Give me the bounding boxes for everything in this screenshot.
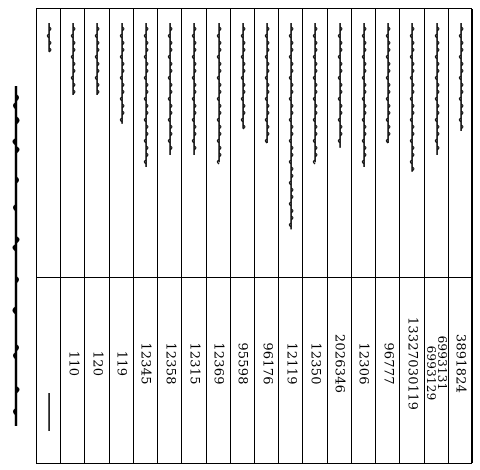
row-label-script: [207, 9, 231, 277]
document-title: [6, 86, 26, 426]
table-row: [255, 9, 279, 463]
row-value: 95598: [234, 342, 250, 385]
row-value: 119: [113, 350, 129, 377]
table-row: [352, 9, 376, 463]
row-label-script: [182, 9, 206, 277]
row-value: 2026346: [331, 333, 347, 394]
row-label-script: [255, 9, 279, 277]
table-row: [85, 9, 109, 463]
table-row: [231, 9, 255, 463]
row-value: 12306: [355, 342, 371, 385]
table-row: [182, 9, 206, 463]
table-row: [207, 9, 231, 463]
table-row: [400, 9, 424, 463]
table-row: [279, 9, 303, 463]
row-value: 3891824: [452, 333, 468, 394]
row-value: 120: [89, 350, 105, 377]
row-label-script: [279, 9, 303, 277]
table-row: [37, 9, 61, 463]
table-row: [303, 9, 327, 463]
row-label-script: [85, 9, 109, 277]
row-value: 12358: [162, 342, 178, 385]
row-label-script: [37, 9, 61, 277]
table-row: [134, 9, 158, 463]
row-label-script: [449, 9, 473, 277]
table-row: [376, 9, 400, 463]
row-label-script: [134, 9, 158, 277]
row-label-script: [110, 9, 134, 277]
row-value: 12350: [307, 342, 323, 385]
row-label-script: [231, 9, 255, 277]
row-label-script: [303, 9, 327, 277]
row-label-script: [158, 9, 182, 277]
data-table: [36, 8, 472, 464]
table-row: [425, 9, 449, 463]
table-row: [328, 9, 352, 463]
row-value: 6993131: [434, 335, 449, 391]
row-value: 96176: [259, 342, 275, 385]
row-label-script: [425, 9, 449, 277]
unit-label-script: [37, 385, 61, 445]
row-label-script: [61, 9, 85, 277]
row-label-script: [400, 9, 424, 277]
table-row: [449, 9, 473, 463]
row-value: 13327030119: [404, 316, 420, 411]
row-value: 110: [65, 350, 81, 377]
table-row: [110, 9, 134, 463]
row-value: 12369: [210, 342, 226, 385]
row-value: 96777: [380, 342, 396, 385]
row-label-script: [328, 9, 352, 277]
row-value-alt: 6993129: [424, 345, 439, 401]
table-row: [158, 9, 182, 463]
row-value: 12315: [186, 342, 202, 385]
mongolian-title-script: [6, 86, 26, 426]
row-value: 12119: [283, 342, 299, 385]
row-label-script: [376, 9, 400, 277]
table-row: [61, 9, 85, 463]
row-value: 12345: [137, 342, 153, 385]
row-label-script: [352, 9, 376, 277]
